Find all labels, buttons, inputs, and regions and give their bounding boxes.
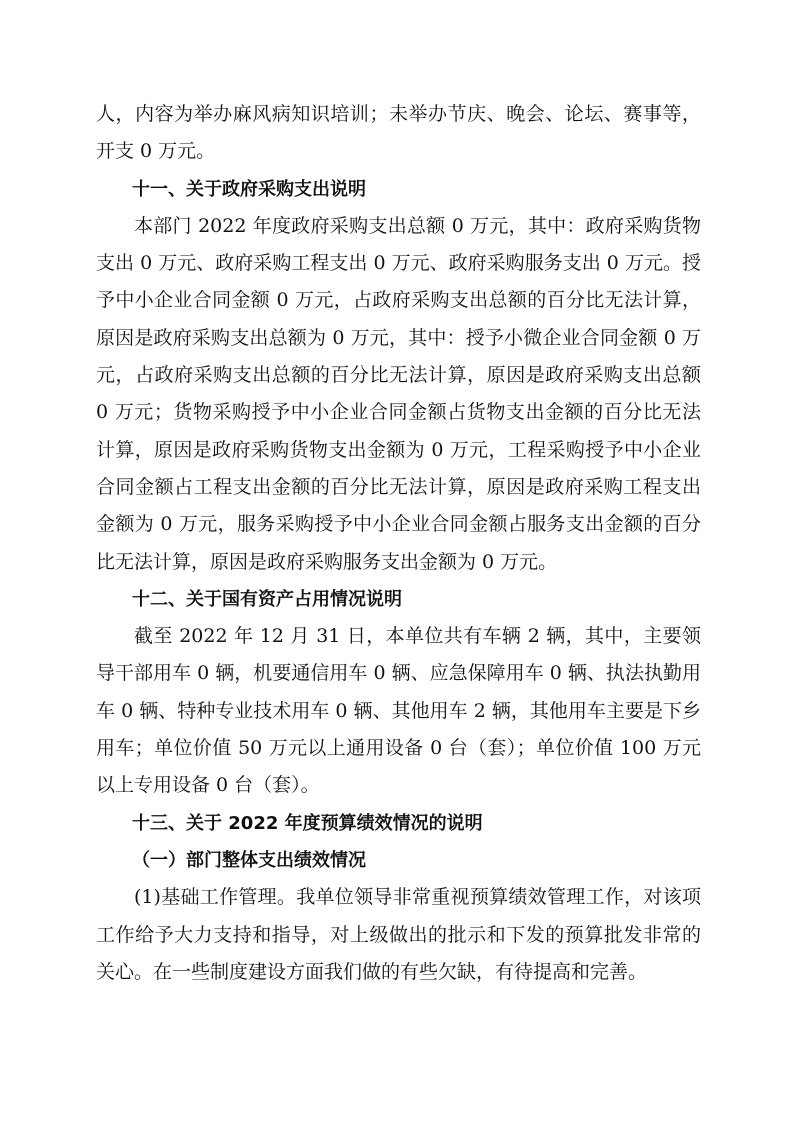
section-heading-11: 十一、关于政府采购支出说明	[132, 178, 366, 200]
document-page	[96, 96, 701, 991]
section-heading-12: 十二、关于国有资产占用情况说明	[132, 588, 402, 610]
subsection-heading-13-1: （一）部门整体支出绩效情况	[132, 849, 366, 871]
paragraph-procurement: 本部门 2022 年度政府采购支出总额 0 万元，其中：政府采购货物支出 0 万元、政府采购工程支出 0 万元、政府采购服务支出 0 万元。授予中小企业合同金额 0 万元，占政府采购支出总额的百分比无法计算，原因是政府采购支出总额为 0 万元，其中：授予小微企业合同金额 0 万元，占政府采购支出总额的百分比无法计算，原因是政府采购支出总额 0 万元；货物采购授予中小企业合同金额占货物支出金额的百分比无法计算，原因是政府采购货物支出金额为 0 万元，工程采购授予中小企业合同金额占工程支出金额的百分比无法计算，原因是政府采购工程支出金额为 0 万元，服务采购授予中小企业合同金额占服务支出金额的百分比无法计算，原因是政府采购服务支出金额为 0 万元。	[96, 214, 701, 573]
section-heading-13: 十三、关于 2022 年度预算绩效情况的说明	[132, 812, 483, 834]
paragraph-performance: (1)基础工作管理。我单位领导非常重视预算绩效管理工作，对该项工作给予大力支持和指导，对上级做出的批示和下发的预算批发非常的关心。在一些制度建设方面我们做的有些欠缺，有待提高和完善。	[96, 886, 701, 983]
paragraph-assets: 截至 2022 年 12 月 31 日，本单位共有车辆 2 辆，其中，主要领导干部用车 0 辆，机要通信用车 0 辆、应急保障用车 0 辆、执法执勤用车 0 辆、特种专业技术用车 0 辆、其他用车 2 辆，其他用车主要是下乡用车；单位价值 50 万元以上通用设备 0 台（套）；单位价值 100 万元以上专用设备 0 台（套）。	[96, 625, 701, 797]
paragraph-continuation: 人，内容为举办麻风病知识培训；未举办节庆、晚会、论坛、赛事等，开支 0 万元。	[96, 103, 701, 163]
